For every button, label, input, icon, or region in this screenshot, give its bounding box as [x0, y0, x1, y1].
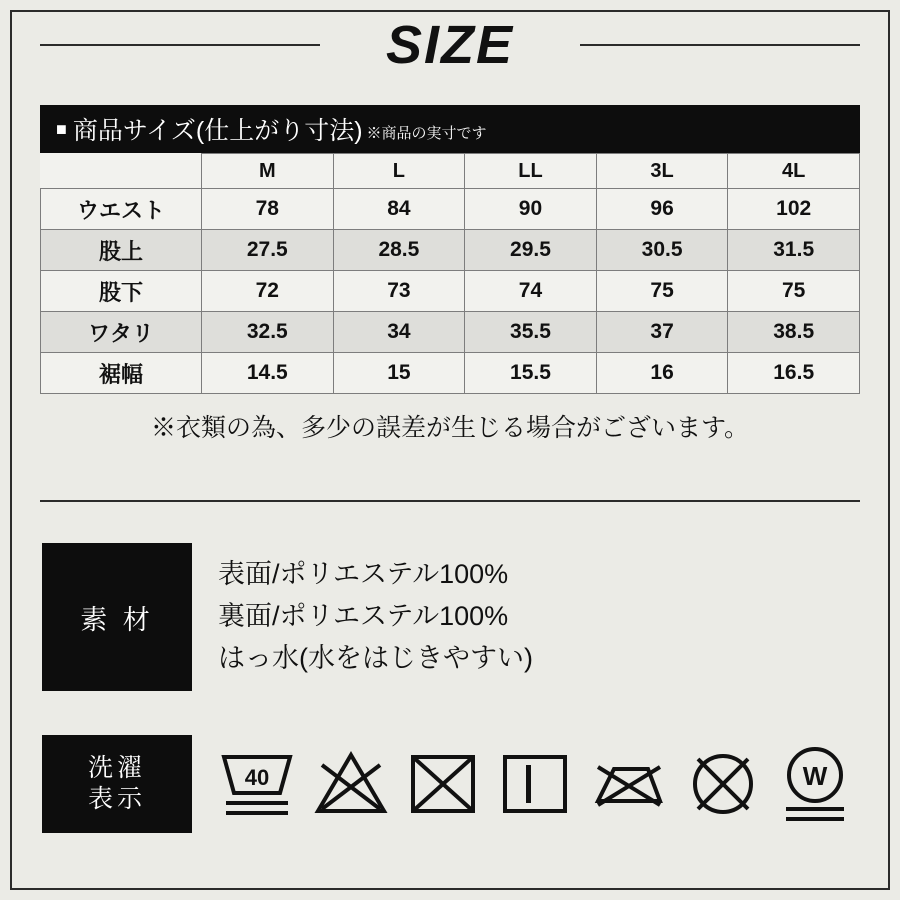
row-label-thigh: ワタリ — [41, 312, 202, 353]
table-corner-cell — [41, 154, 202, 189]
material-line-water-repellent: はっ水(水をはじきやすい) — [218, 642, 533, 673]
bleach-triangle-crossed-icon — [314, 747, 388, 821]
cell-inseam-ll: 74 — [465, 271, 597, 312]
cell-hem-m: 14.5 — [202, 353, 334, 394]
size-table-note: ※衣類の為、多少の誤差が生じる場合がございます。 — [150, 414, 749, 442]
column-header-l: L — [333, 154, 465, 189]
cell-hem-4l: 16.5 — [728, 353, 860, 394]
cell-hem-3l: 16 — [596, 353, 728, 394]
cell-rise-3l: 30.5 — [596, 230, 728, 271]
cell-rise-4l: 31.5 — [728, 230, 860, 271]
cell-waist-3l: 96 — [596, 189, 728, 230]
cell-waist-m: 78 — [202, 189, 334, 230]
square-bullet-icon: ■ — [56, 119, 67, 139]
cell-inseam-3l: 75 — [596, 271, 728, 312]
cell-thigh-m: 32.5 — [202, 312, 334, 353]
cell-thigh-4l: 38.5 — [728, 312, 860, 353]
column-header-3l: 3L — [596, 154, 728, 189]
dry-clean-crossed-icon — [686, 747, 760, 821]
svg-text:W: W — [802, 761, 828, 791]
wash-badge — [42, 735, 192, 833]
wash-icon-row — [218, 745, 852, 823]
cell-inseam-m: 72 — [202, 271, 334, 312]
cell-inseam-4l: 75 — [728, 271, 860, 312]
row-label-hem: 裾幅 — [41, 353, 202, 394]
cell-inseam-l: 73 — [333, 271, 465, 312]
cell-rise-ll: 29.5 — [465, 230, 597, 271]
tumble-dry-crossed-icon — [406, 747, 480, 821]
material-line-face: 表面/ポリエステル100% — [218, 559, 509, 590]
cell-thigh-ll: 35.5 — [465, 312, 597, 353]
row-label-inseam: 股下 — [41, 271, 202, 312]
table-row — [41, 271, 860, 312]
iron-crossed-icon — [590, 747, 668, 821]
column-header-m: M — [202, 154, 334, 189]
cell-waist-ll: 90 — [465, 189, 597, 230]
table-row — [41, 189, 860, 230]
cell-thigh-3l: 37 — [596, 312, 728, 353]
table-header-row — [41, 154, 860, 189]
cell-hem-ll: 15.5 — [465, 353, 597, 394]
size-table-header-title: 商品サイズ(仕上がり寸法) — [72, 117, 363, 145]
wash-tub-40-icon — [218, 747, 296, 821]
material-section — [42, 543, 533, 691]
table-row — [41, 353, 860, 394]
drip-dry-line-dry-icon — [498, 747, 572, 821]
size-table — [40, 153, 860, 394]
row-label-waist: ウエスト — [41, 189, 202, 230]
wet-clean-w-icon — [778, 745, 852, 823]
row-label-rise: 股上 — [41, 230, 202, 271]
cell-thigh-l: 34 — [333, 312, 465, 353]
material-badge: 素 材 — [42, 543, 192, 691]
table-row — [41, 230, 860, 271]
cell-hem-l: 15 — [333, 353, 465, 394]
size-table-header-bar — [40, 105, 860, 153]
cell-rise-l: 28.5 — [333, 230, 465, 271]
column-header-ll: LL — [465, 154, 597, 189]
wash-badge-line1: 洗濯 — [87, 753, 146, 782]
cell-waist-4l: 102 — [728, 189, 860, 230]
wash-care-section — [42, 735, 852, 833]
page-title: SIZE — [385, 15, 515, 75]
size-table-block — [40, 105, 860, 444]
material-lines — [218, 543, 533, 691]
section-divider — [40, 500, 860, 502]
cell-rise-m: 27.5 — [202, 230, 334, 271]
svg-text:40: 40 — [244, 765, 270, 790]
cell-waist-l: 84 — [333, 189, 465, 230]
size-table-header-note: ※商品の実寸です — [366, 124, 487, 142]
column-header-4l: 4L — [728, 154, 860, 189]
table-row — [41, 312, 860, 353]
wash-badge-line2: 表示 — [87, 785, 146, 813]
material-line-back: 裏面/ポリエステル100% — [218, 601, 509, 632]
